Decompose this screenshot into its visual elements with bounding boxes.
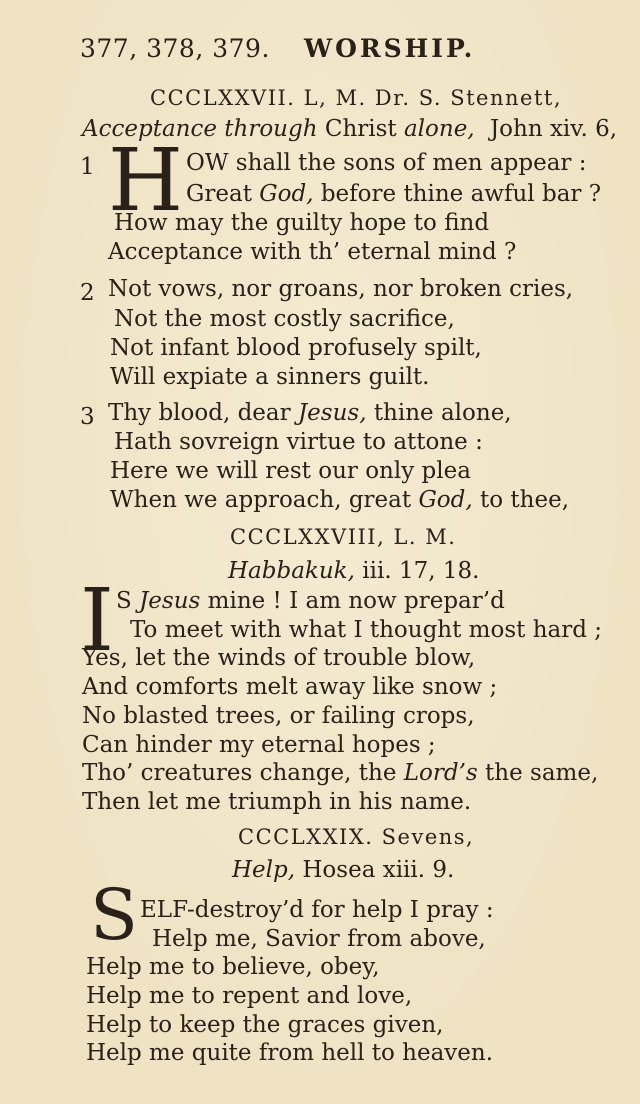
verse-line: How may the guilty hope to find xyxy=(114,210,490,236)
verse-line: And comforts melt away like snow ; xyxy=(82,674,498,700)
verse-line: Thy blood, dear Jesus, thine alone, xyxy=(108,400,512,426)
running-head: WORSHIP. xyxy=(304,34,476,63)
verse-line: Will expiate a sinners guilt. xyxy=(110,364,430,390)
verse-line: When we approach, great God, to thee, xyxy=(110,487,570,513)
hymn-379-heading: CCCLXXIX. Sevens, xyxy=(238,825,475,849)
drop-cap: H xyxy=(108,131,183,231)
verse-line: Hath sovreign virtue to attone : xyxy=(114,429,483,455)
verse-line: Then let me triumph in his name. xyxy=(82,789,472,815)
verse-line: No blasted trees, or failing crops, xyxy=(82,703,475,729)
verse-line: Help me to repent and love, xyxy=(86,983,413,1009)
page-numbers: 377, 378, 379. xyxy=(80,34,270,63)
verse-line: Help to keep the graces given, xyxy=(86,1012,444,1038)
verse-line: Can hinder my eternal hopes ; xyxy=(82,732,436,758)
verse-line: ELF-destroy’d for help I pray : xyxy=(140,897,494,923)
verse-number: 1 xyxy=(80,154,95,180)
verse-line: To meet with what I thought most hard ; xyxy=(130,617,602,643)
hymn-379-subtitle: Help, Hosea xiii. 9. xyxy=(232,857,455,883)
verse-line: Tho’ creatures change, the Lord’s the same, xyxy=(82,760,599,786)
verse-line: Not vows, nor groans, nor broken cries, xyxy=(108,276,574,302)
verse-line: S Jesus mine ! I am now prepar’d xyxy=(116,588,505,614)
hymn-377-heading: CCCLXXVII. L, M. Dr. S. Stennett, xyxy=(150,86,562,110)
verse-line: Not the most costly sacrifice, xyxy=(114,306,455,332)
page-header xyxy=(80,34,620,74)
verse-line: Not infant blood profusely spilt, xyxy=(110,335,482,361)
drop-cap: S xyxy=(90,874,138,956)
verse-line: Help me quite from hell to heaven. xyxy=(86,1040,494,1066)
verse-line: Great God, before thine awful bar ? xyxy=(186,181,602,207)
verse-number: 2 xyxy=(80,280,95,306)
hymn-377-subtitle: Acceptance through Christ alone, John xiv. 6, xyxy=(82,116,618,142)
verse-line: Here we will rest our only plea xyxy=(110,458,471,484)
hymn-378-subtitle: Habbakuk, iii. 17, 18. xyxy=(228,558,480,584)
drop-cap: I xyxy=(80,571,114,671)
verse-line: Yes, let the winds of trouble blow, xyxy=(82,645,476,671)
verse-line: Help me, Savior from above, xyxy=(152,926,486,952)
verse-line: Acceptance with th’ eternal mind ? xyxy=(108,239,517,265)
verse-line: Help me to believe, obey, xyxy=(86,954,380,980)
verse-line: OW shall the sons of men appear : xyxy=(186,150,587,176)
hymn-378-heading: CCCLXXVIII, L. M. xyxy=(230,525,457,549)
verse-number: 3 xyxy=(80,404,95,430)
